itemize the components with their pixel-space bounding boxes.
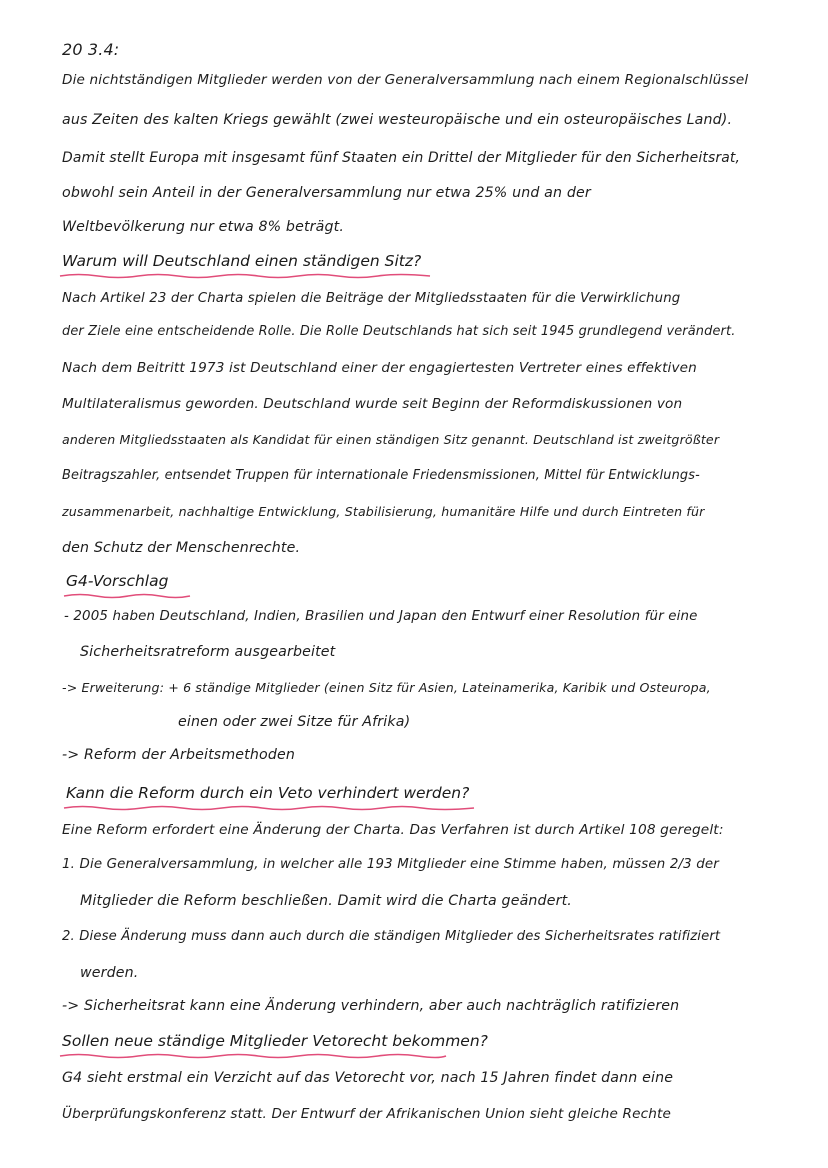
paragraph-line: der Ziele eine entscheidende Rolle. Die Rolle Deutschlands hat sich seit 1945 grundlegend verändert. [62,324,736,339]
paragraph-line: Multilateralismus geworden. Deutschland wurde seit Beginn der Reformdiskussionen von [62,396,683,412]
list-item: Mitglieder die Reform beschließen. Damit wird die Charta geändert. [80,893,572,909]
paragraph-line: obwohl sein Anteil in der Generalversammlung nur etwa 25% und an der [62,185,591,201]
section-heading: G4-Vorschlag [66,572,169,590]
list-item: Sicherheitsratreform ausgearbeitet [80,644,336,660]
paragraph-line: Die nichtständigen Mitglieder werden von der Generalversammlung nach einem Regionalschlüssel [62,72,749,88]
heading-underline [62,804,476,812]
paragraph-line: Damit stellt Europa mit insgesamt fünf Staaten ein Drittel der Mitglieder für den Sicherheitsrat, [62,150,741,166]
list-item: -> Sicherheitsrat kann eine Änderung verhindern, aber auch nachträglich ratifizieren [62,998,680,1014]
paragraph-line: Nach Artikel 23 der Charta spielen die Beiträge der Mitgliedsstaaten für die Verwirklichung [62,291,681,306]
list-item: -> Erweiterung: + 6 ständige Mitglieder (einen Sitz für Asien, Lateinamerika, Karibik und Osteuropa, [62,680,711,695]
list-item: 1. Die Generalversammlung, in welcher alle 193 Mitglieder eine Stimme haben, müssen 2/3 der [62,857,719,872]
section-heading: Warum will Deutschland einen ständigen Sitz? [62,252,422,270]
paragraph-line: Eine Reform erfordert eine Änderung der Charta. Das Verfahren ist durch Artikel 108 geregelt: [62,822,724,838]
paragraph-line: anderen Mitgliedsstaaten als Kandidat für einen ständigen Sitz genannt. Deutschland ist zweitgrößter [62,432,720,447]
paragraph-line: Nach dem Beitritt 1973 ist Deutschland einer der engagiertesten Vertreter eines effektiven [62,360,697,376]
section-heading: Kann die Reform durch ein Veto verhindert werden? [66,784,470,802]
heading-underline [62,592,192,600]
list-item: - 2005 haben Deutschland, Indien, Brasilien und Japan den Entwurf einer Resolution für eine [64,609,698,624]
paragraph-line: aus Zeiten des kalten Kriegs gewählt (zwei westeuropäische und ein osteuropäisches Land). [62,112,733,128]
paragraph-line: zusammenarbeit, nachhaltige Entwicklung, Stabilisierung, humanitäre Hilfe und durch Eintreten für [62,504,705,519]
heading-underline [58,1052,448,1060]
paragraph-line: G4 sieht erstmal ein Verzicht auf das Vetorecht vor, nach 15 Jahren findet dann eine [62,1070,674,1086]
list-item: werden. [80,965,139,981]
date-label: 20 3.4: [62,40,120,59]
paragraph-line: den Schutz der Menschenrechte. [62,540,301,556]
paragraph-line: Beitragszahler, entsendet Truppen für internationale Friedensmissionen, Mittel für Entwicklungs- [62,468,700,483]
paragraph-line: Überprüfungskonferenz statt. Der Entwurf der Afrikanischen Union sieht gleiche Rechte [62,1106,671,1122]
list-item: 2. Diese Änderung muss dann auch durch die ständigen Mitglieder des Sicherheitsrates ratifiziert [62,929,721,944]
heading-underline [58,272,432,280]
list-item: -> Reform der Arbeitsmethoden [62,747,296,763]
paragraph-line: Weltbevölkerung nur etwa 8% beträgt. [62,219,345,235]
section-heading: Sollen neue ständige Mitglieder Vetorecht bekommen? [62,1032,488,1050]
list-item: einen oder zwei Sitze für Afrika) [178,714,411,730]
